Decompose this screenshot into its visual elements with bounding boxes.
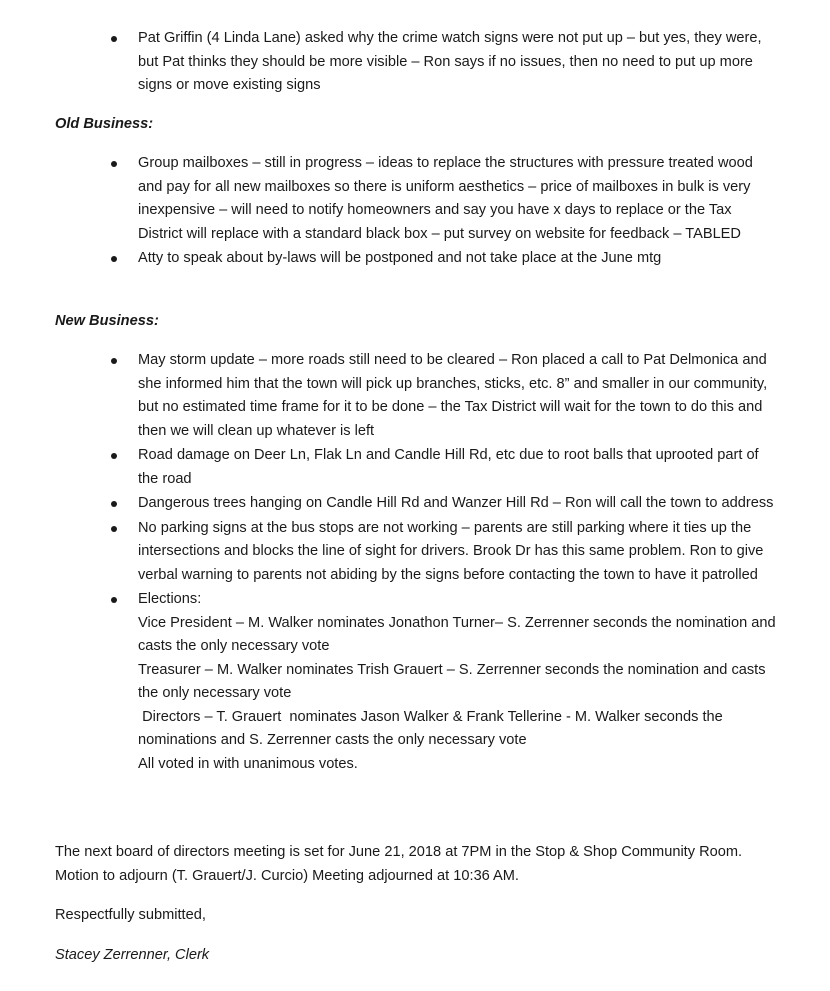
bullet-icon [111, 36, 117, 42]
item-text: Pat Griffin (4 Linda Lane) asked why the crime watch signs were not put up – but yes, they were, but Pat thinks they should be more visible – Ron says if no issues, then no need to put up more signs or move existing signs [138, 30, 762, 93]
bullet-icon [111, 597, 117, 603]
item-text: Road damage on Deer Ln, Flak Ln and Candle Hill Rd, etc due to root balls that uprooted part of the road [138, 447, 759, 487]
list-item [0, 444, 830, 491]
bullet-icon [111, 358, 117, 364]
intro-list [0, 27, 830, 99]
item-text: Atty to speak about by-laws will be postponed and not take place at the June mtg [138, 250, 662, 266]
election-vice-president: Vice President – M. Walker nominates Jonathon Turner– S. Zerrenner seconds the nomination and casts the only necessary vote [138, 614, 776, 654]
new-business-list [0, 349, 830, 777]
next-meeting-paragraph: The next board of directors meeting is set for June 21, 2018 at 7PM in the Stop & Shop Community Room. Motion to adjourn (T. Grauert/J. Curcio) Meeting adjourned at 10:36 AM. [55, 844, 743, 884]
list-item [0, 152, 830, 246]
bullet-icon [111, 161, 117, 167]
list-item [0, 247, 830, 271]
list-item [0, 27, 830, 98]
new-business-heading: New Business: [55, 313, 159, 329]
bullet-icon [111, 256, 117, 262]
list-item [0, 349, 830, 443]
item-text: Dangerous trees hanging on Candle Hill Rd and Wanzer Hill Rd – Ron will call the town to address [138, 495, 774, 511]
list-item-elections [0, 588, 830, 776]
old-business-list [0, 152, 830, 272]
election-directors: Directors – T. Grauert nominates Jason Walker & Frank Tellerine - M. Walker seconds the nominations and S. Zerrenner casts the only necessary vote [138, 708, 727, 748]
elections-label: Elections: [138, 591, 202, 607]
list-item [0, 492, 830, 516]
item-text: No parking signs at the bus stops are not working – parents are still parking where it ties up the intersections and blocks the line of sight for drivers. Brook Dr has this same problem. Ron to give verbal warning to parents not abiding by the signs before contacting the town to have it patrolled [138, 519, 764, 583]
item-text: May storm update – more roads still need to be cleared – Ron placed a call to Pat Delmonica and she informed him that the town will pick up branches, sticks, etc. 8” and smaller in our community, but no estimated time frame for it to be done – the Tax District will wait for the town to do this and then we will clean up whatever is left [138, 352, 768, 439]
election-result: All voted in with unanimous votes. [138, 755, 358, 772]
old-business-heading: Old Business: [55, 116, 154, 132]
election-treasurer: Treasurer – M. Walker nominates Trish Grauert – S. Zerrenner seconds the nomination and casts the only necessary vote [138, 661, 766, 701]
bullet-icon [111, 526, 117, 532]
list-item [0, 517, 830, 588]
item-text: Group mailboxes – still in progress – ideas to replace the structures with pressure treated wood and pay for all new mailboxes so there is uniform aesthetics – price of mailboxes in bulk is very inexpensive – will need to notify homeowners and say you have x days to replace or the Tax District will replace with a standard black box – put survey on website for feedback – TABLED [138, 155, 753, 242]
signature: Stacey Zerrenner, Clerk [55, 947, 210, 963]
bullet-icon [111, 453, 117, 459]
closing-text: Respectfully submitted, [55, 907, 206, 923]
bullet-icon [111, 501, 117, 507]
